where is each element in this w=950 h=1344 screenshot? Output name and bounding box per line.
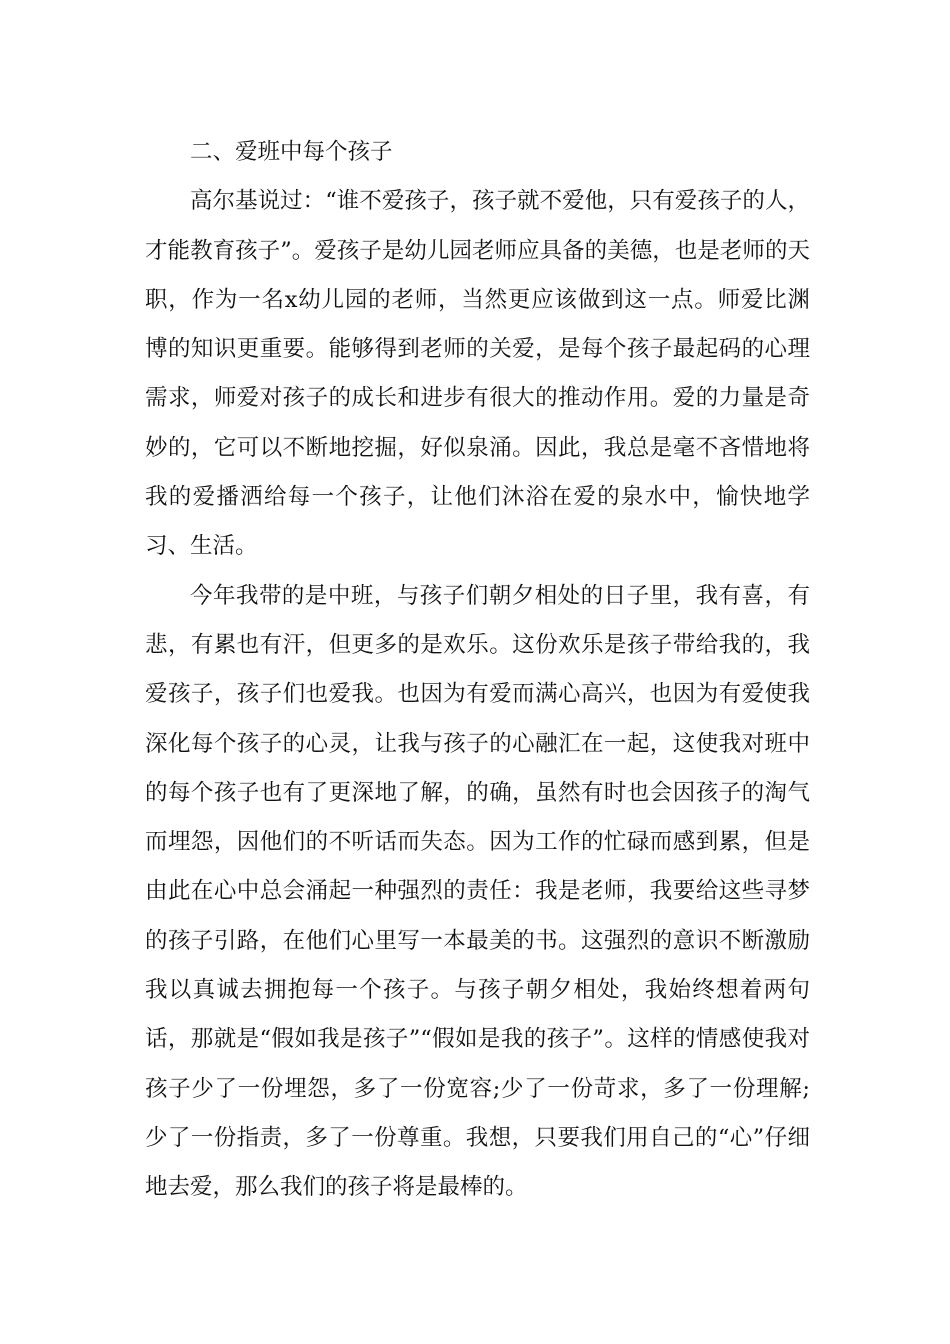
paragraph-1: 高尔基说过：“谁不爱孩子，孩子就不爱他，只有爱孩子的人，才能教育孩子”。爱孩子是幼儿园老师应具备的美德，也是老师的天职，作为一名x幼儿园的老师，当然更应该做到这一点。师爱比渊博的知识更重要。能够得到老师的关爱，是每个孩子最起码的心理需求，师爱对孩子的成长和进步有很大的推动作用。爱的力量是奇妙的，它可以不断地挖掘，好似泉涌。因此，我总是毫不吝惜地将我的爱播洒给每一个孩子，让他们沐浴在爱的泉水中，愉快地学习、生活。 [145,188,810,560]
section-heading: 二、爱班中每个孩子 [190,139,393,165]
document-body [145,128,810,1213]
paragraph-2: 今年我带的是中班，与孩子们朝夕相处的日子里，我有喜，有悲，有累也有汗，但更多的是欢乐。这份欢乐是孩子带给我的，我爱孩子，孩子们也爱我。也因为有爱而满心高兴，也因为有爱使我深化每个孩子的心灵，让我与孩子的心融汇在一起，这使我对班中的每个孩子也有了更深地了解，的确，虽然有时也会因孩子的淘气而埋怨，因他们的不听话而失态。因为工作的忙碌而感到累，但是由此在心中总会涌起一种强烈的责任：我是老师，我要给这些寻梦的孩子引路，在他们心里写一本最美的书。这强烈的意识不断激励我以真诚去拥抱每一个孩子。与孩子朝夕相处，我始终想着两句话，那就是“假如我是孩子”“假如是我的孩子”。这样的情感使我对孩子少了一份埋怨，多了一份宽容;少了一份苛求，多了一份理解;少了一份指责，多了一份尊重。我想，只要我们用自己的“心”仔细地去爱，那么我们的孩子将是最棒的。 [145,582,810,1201]
